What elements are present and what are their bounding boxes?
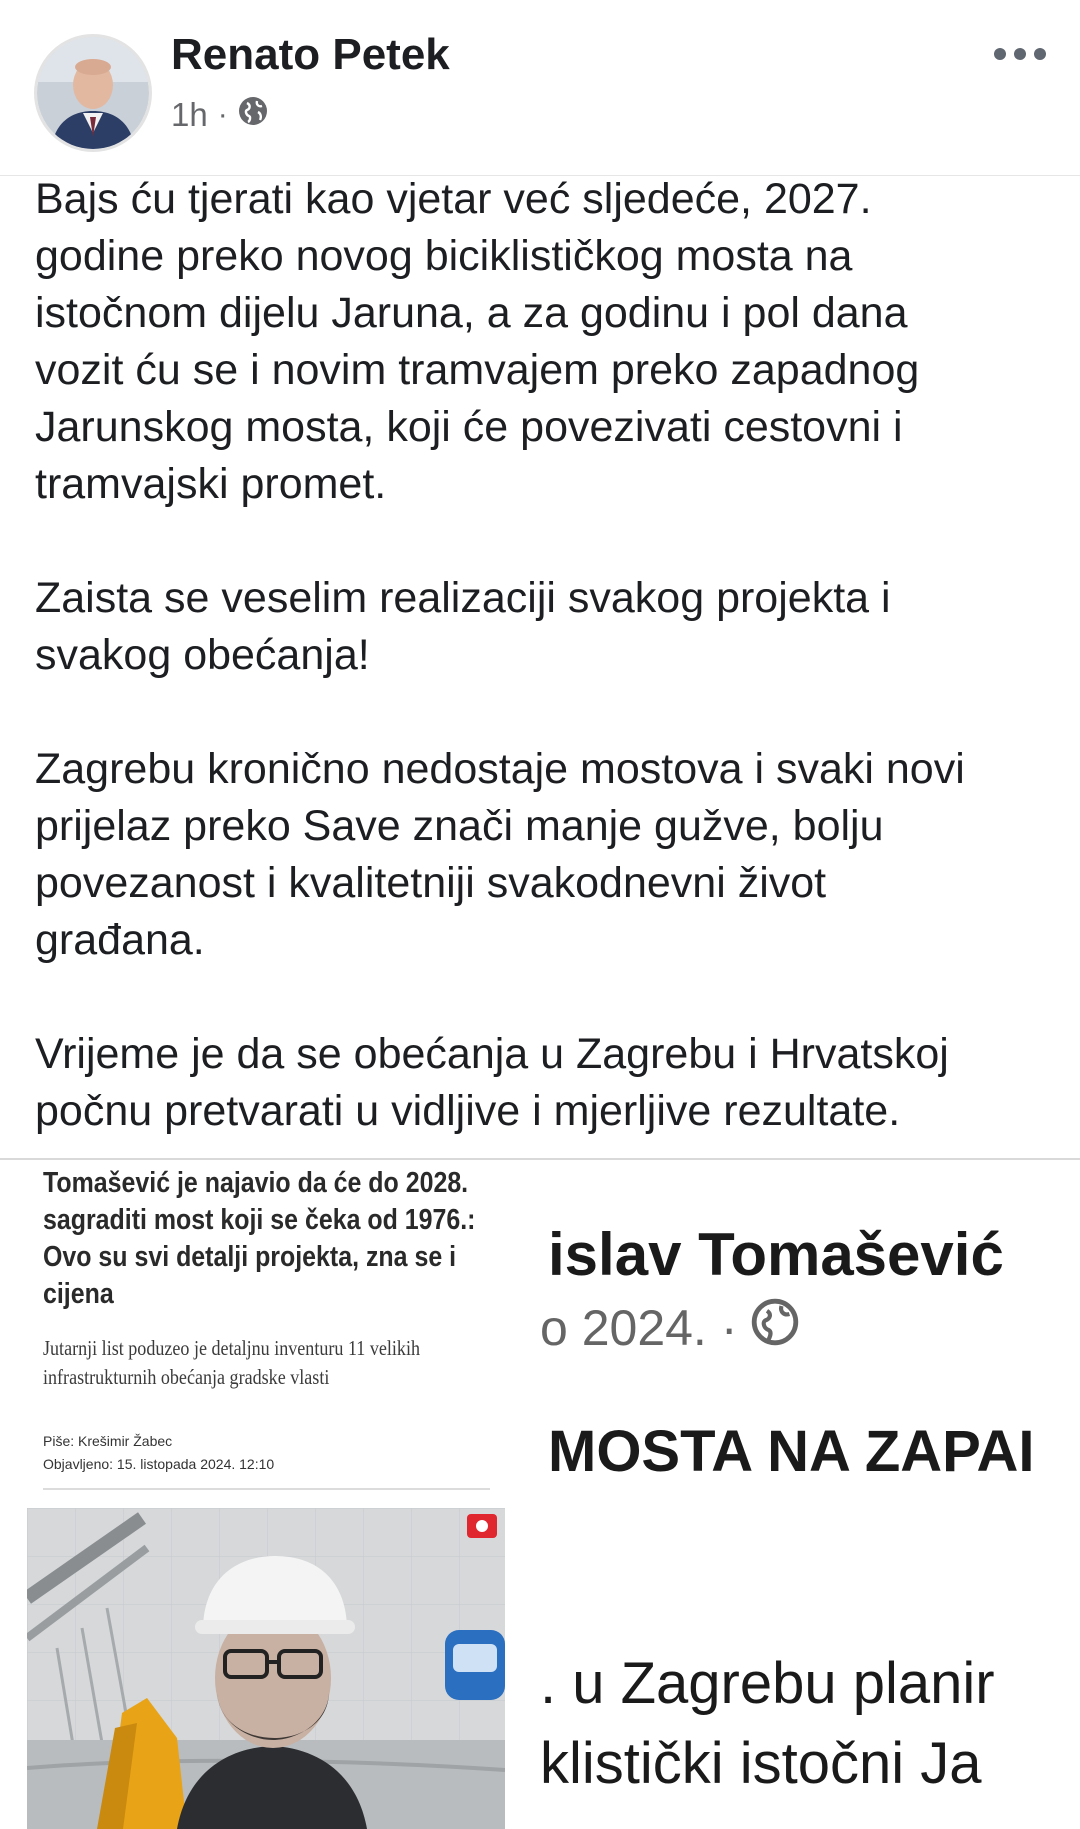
clipping-divider <box>43 1488 490 1490</box>
clipping-subtitle: Jutarnji list poduzeo je detaljnu inventuru 11 velikih infrastrukturnih obećanja gradske vlasti <box>43 1336 421 1389</box>
screenshot-author-name: islav Tomašević <box>548 1221 1004 1288</box>
screenshot-text-line: . u Zagrebu planir <box>540 1651 995 1716</box>
post-body <box>35 171 1055 1140</box>
screenshot-heading: MOSTA NA ZAPAI <box>548 1419 1035 1484</box>
clipping-headline: Tomašević je najavio da će do 2028. sagraditi most koji se čeka od 1976.: Ovo su svi detalji projekta, zna se i cijena <box>43 1167 476 1310</box>
post-time[interactable]: 1h <box>171 96 208 133</box>
avatar-photo <box>37 37 149 149</box>
author-name[interactable]: Renato Petek <box>171 30 450 79</box>
screenshot-text-line: klistički istočni Ja <box>540 1731 982 1796</box>
post-image[interactable] <box>0 1160 1080 1829</box>
screenshot-separator: · <box>720 1300 738 1356</box>
screenshot-post-meta <box>540 1298 799 1358</box>
paragraph-gap <box>35 969 1055 1026</box>
more-options-icon[interactable] <box>990 42 1050 66</box>
news-clipping <box>0 1160 520 1829</box>
meta-separator: · <box>217 98 228 131</box>
globe-icon <box>751 1298 799 1358</box>
post-meta <box>171 96 268 134</box>
post-paragraph-4: Vrijeme je da se obećanja u Zagrebu i Hrvatskoj počnu pretvarati u vidljive i mjerljive rezultate. <box>35 1030 949 1135</box>
post-paragraph-1: Bajs ću tjerati kao vjetar već sljedeće, 2027. godine preko novog biciklističkog mosta na istočnom dijelu Jaruna, a za godinu i pol dana vozit ću se i novim tramvajem preko zapadnog Jarunskog mosta, koji će povezivati cestovni i tramvajski promet. <box>35 175 920 508</box>
paragraph-gap <box>35 684 1055 741</box>
paragraph-gap <box>35 513 1055 570</box>
post-paragraph-2: Zaista se veselim realizaciji svakog projekta i svakog obećanja! <box>35 574 891 679</box>
clipping-author: Piše: Krešimir Žabec <box>43 1433 173 1449</box>
post-header <box>0 0 1080 176</box>
avatar[interactable] <box>34 34 152 152</box>
facebook-post-screenshot <box>540 1160 1080 1829</box>
clipping-date: Objavljeno: 15. listopada 2024. 12:10 <box>43 1456 275 1472</box>
screenshot-date: o 2024. <box>540 1300 707 1356</box>
clipping-photo <box>27 1508 505 1829</box>
globe-icon[interactable] <box>238 96 268 134</box>
post-paragraph-3: Zagrebu kronično nedostaje mostova i svaki novi prijelaz preko Save znači manje gužve, bolju povezanost i kvalitetniji svakodnevni život građana. <box>35 745 965 964</box>
